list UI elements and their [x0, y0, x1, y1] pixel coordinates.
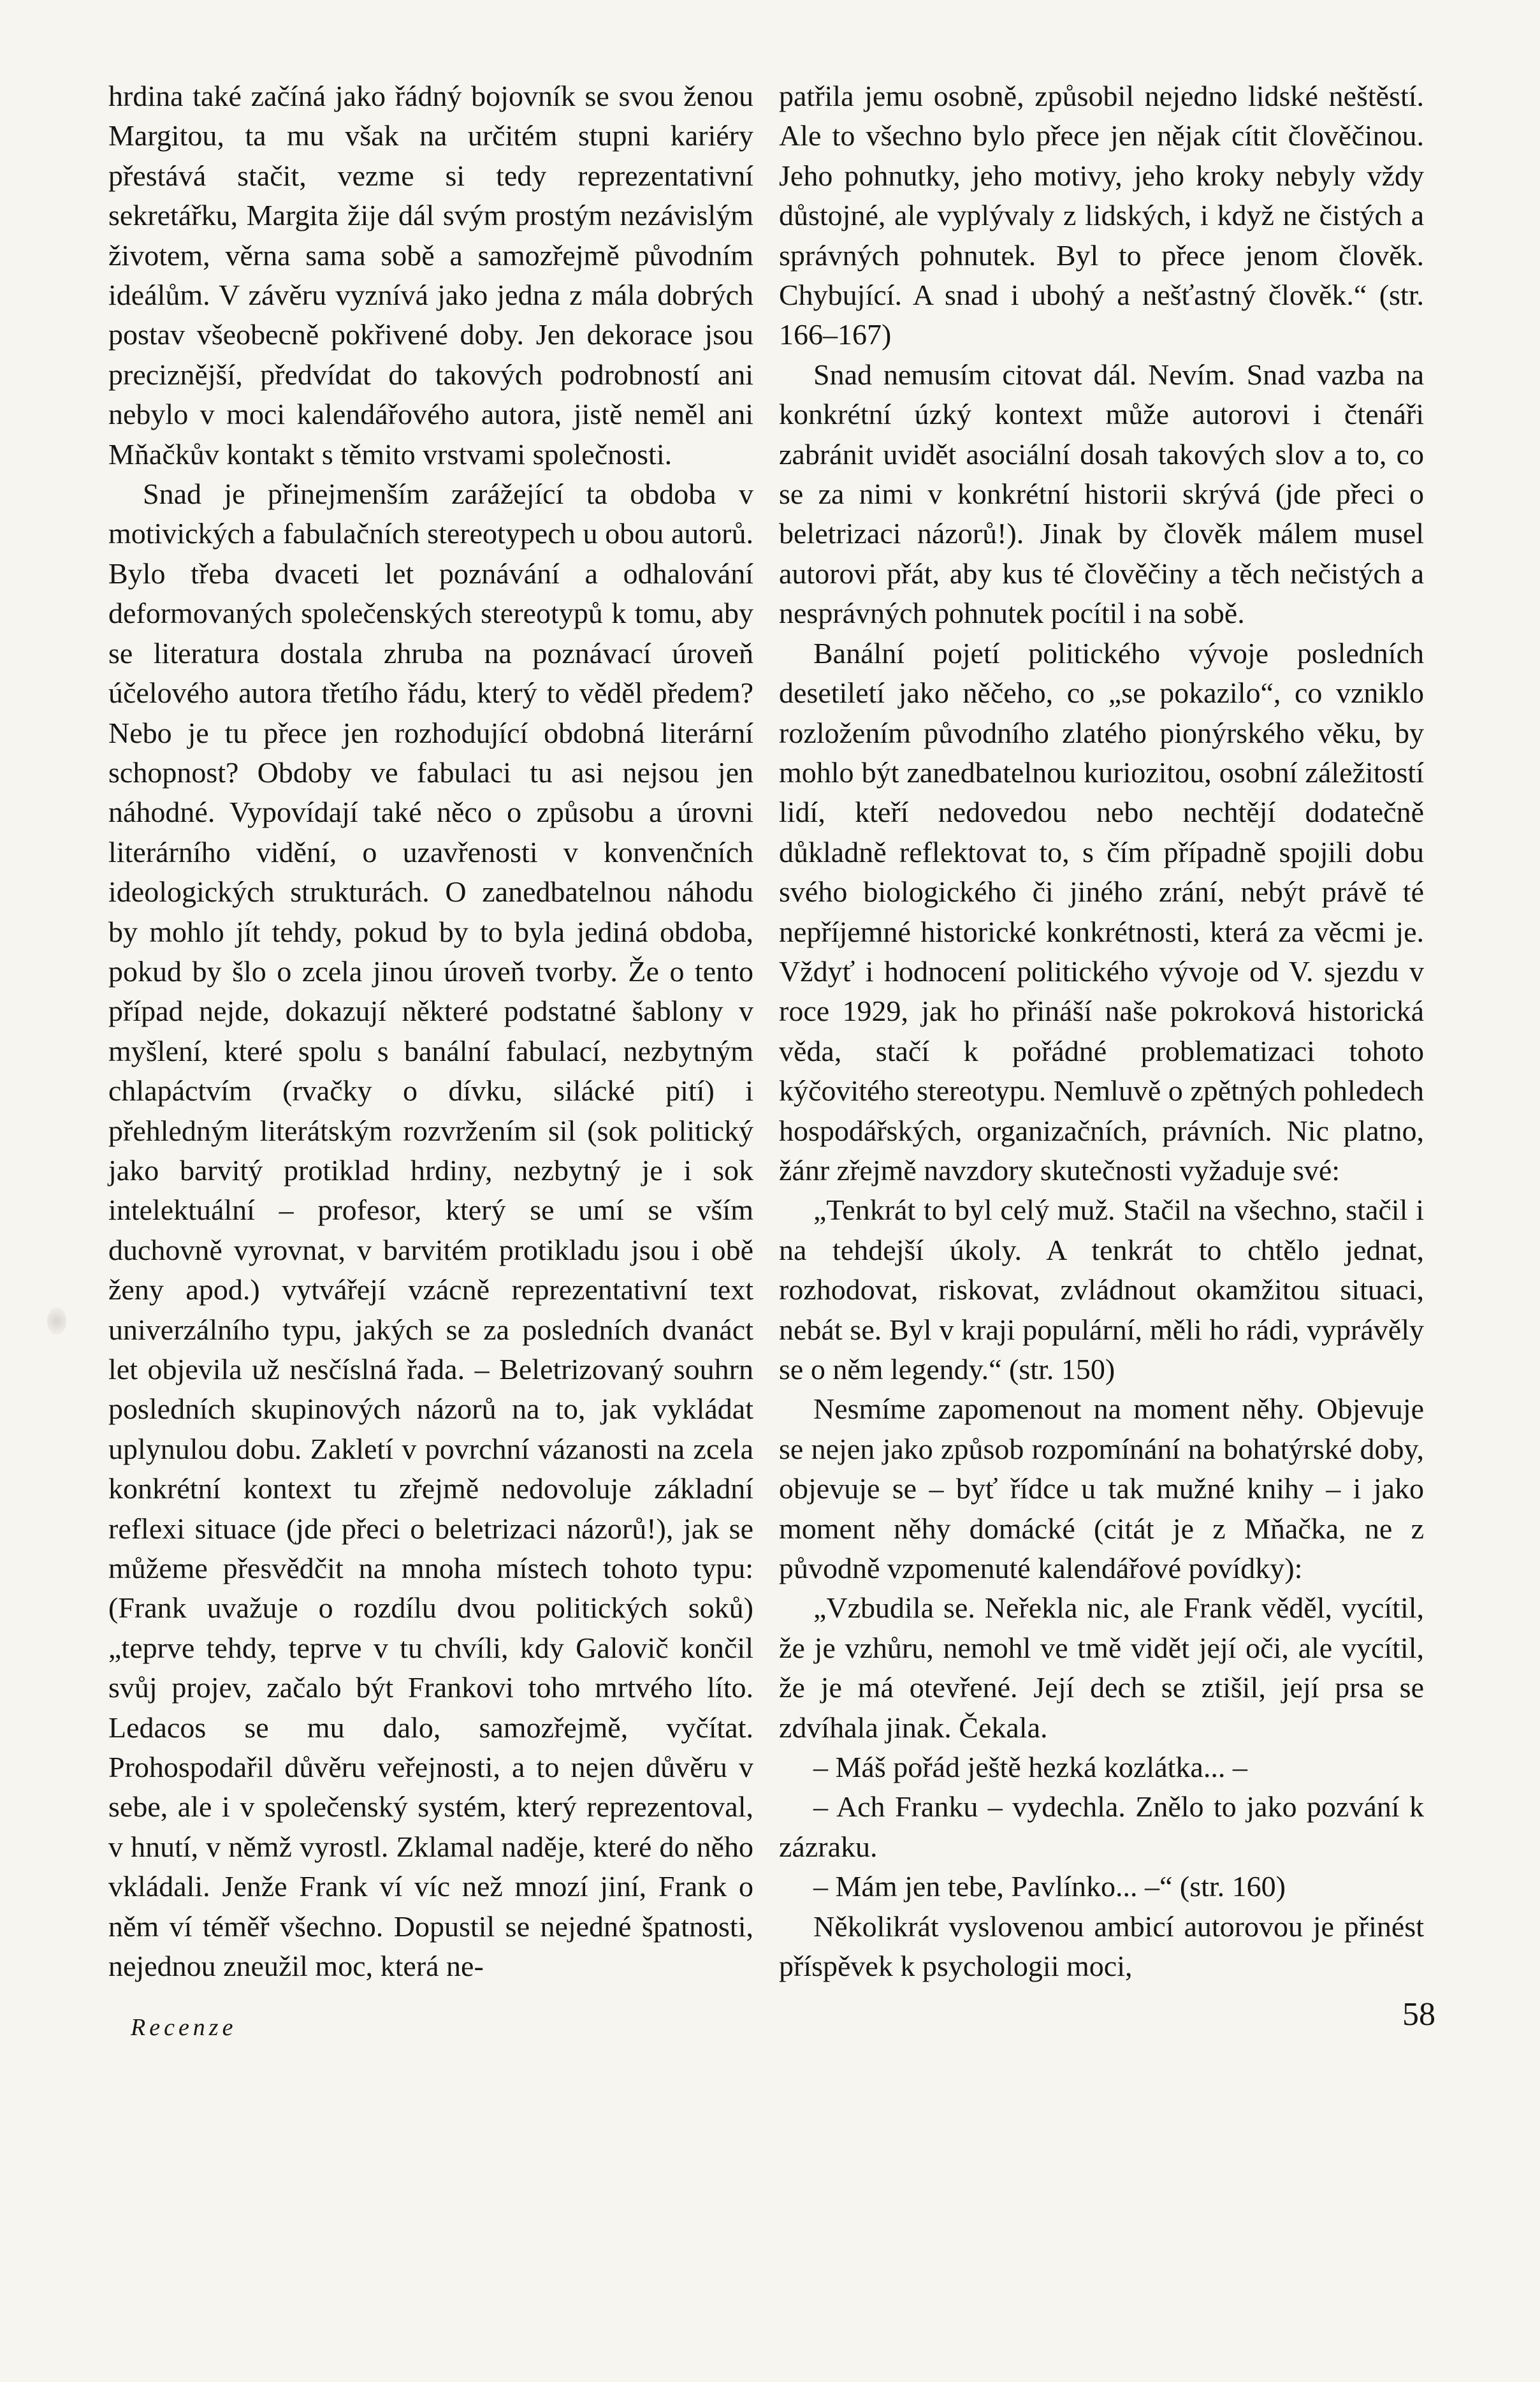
quote-paragraph: „Vzbudila se. Neřekla nic, ale Frank věděl, vycítil, že je vzhůru, nemohl ve tmě vidět její oči, ale vycítil, že je má otevřené. Její dech se ztišil, její prsa se zdvíhala jinak. Čekala.: [779, 1591, 1424, 1744]
paragraph: Několikrát vyslovenou ambicí autorovou je přinést příspěvek k psychologii moci,: [779, 1910, 1424, 1983]
section-label: Recenze: [131, 2014, 237, 2041]
paragraph: Nesmíme zapomenout na moment něhy. Objevuje se nejen jako způsob rozpomínání na bohatýrské doby, objevuje se – byť řídce u tak mužné knihy – i jako moment něhy domácké (citát je z Mňačka, ne z původně vzpomenuté kalendářové povídky):: [779, 1392, 1424, 1585]
paragraph: patřila jemu osobně, způsobil nejedno lidské neštěstí. Ale to všechno bylo přece jen nějak cítit člověčinou. Jeho pohnutky, jeho motivy, jeho kroky nebyly vždy důstojné, ale vyplývaly z lidských, i když ne čistých a správných pohnutek. Byl to přece jenom člověk. Chybující. A snad i ubohý a nešťastný člověk.“ (str. 166–167): [779, 80, 1424, 351]
page-number: 58: [1402, 1996, 1435, 2033]
dialogue-line: – Ach Franku – vydechla. Znělo to jako pozvání k zázraku.: [779, 1790, 1424, 1863]
dialogue-line: – Mám jen tebe, Pavlínko... –“ (str. 160): [813, 1870, 1286, 1903]
paragraph: Snad je přinejmenším zarážející ta obdoba v motivických a fabulačních stereotypech u obou autorů. Bylo třeba dvaceti let poznávání a odhalování deformovaných společenských stereotypů k tomu, aby se literatura dostala zhruba na poznávací úroveň účelového autora třetího řádu, který to věděl předem? Nebo je tu přece jen rozhodující obdobná literární schopnost? Obdoby ve fabulaci tu asi nejsou jen náhodné. Vypovídají také něco o způsobu a úrovni literárního vidění, o uzavřenosti v konvenčních ideologických strukturách. O zanedbatelnou náhodu by mohlo jít tehdy, pokud by to byla jediná obdoba, pokud by šlo o zcela jinou úroveň tvorby. Že o tento případ nejde, dokazují některé podstatné šablony v myšlení, které spolu s banální fabulací, nezbytným chlapáctvím (rvačky o dívku, silácké pití) i přehledným literátským rozvržením sil (sok politický jako barvitý protiklad hrdiny, nezbytný je i sok intelektuální – profesor, který se umí se vším duchovně vyrovnat, v barvitém protikladu jsou i obě ženy apod.) vytvářejí vzácně reprezentativní text univerzálního typu, jakých se za posledních dvanáct let objevila už nesčíslná řada. – Beletrizovaný souhrn posledních skupinových názorů na to, jak vykládat uplynulou dobu. Zakletí v povrchní vázanosti na zcela konkrétní kontext tu zřejmě nedovoluje základní reflexi situace (jde přeci o beletrizaci názorů!), jak se můžeme přesvědčit na mnoha místech tohoto typu: (Frank uvažuje o rozdílu dvou politických soků) „teprve tehdy, teprve v tu chvíli, kdy Galovič končil svůj projev, začalo být Frankovi toho mrtvého líto. Ledacos se mu dalo, samozřejmě, vyčítat. Prohospodařil důvěru veřejnosti, a to nejen důvěru v sebe, ale i v společenský systém, který reprezentoval, v hnutí, v němž vyrostl. Zklamal naděje, které do něho vkládali. Jenže Frank ví víc než mnozí jiní, Frank o něm ví téměř všechno. Dopustil se nejedné špatnosti, nejednou zneužil moc, která ne-: [108, 478, 753, 1983]
paragraph: Snad nemusím citovat dál. Nevím. Snad vazba na konkrétní úzký kontext může autorovi i čtenáři zabránit uvidět asociální dosah takových slov a to, co se za nimi v konkrétní historii skrývá (jde přeci o beletrizaci názorů!). Jinak by člověk málem musel autorovi přát, aby kus té člověčiny a těch nečistých a nesprávných pohnutek pocítil i na sobě.: [779, 358, 1424, 630]
paragraph: Banální pojetí politického vývoje posledních desetiletí jako něčeho, co „se pokazilo“, co vzniklo rozložením původního zlatého pionýrského věku, by mohlo být zanedbatelnou kuriozitou, osobní záležitostí lidí, kteří nedovedou nebo nechtějí dodatečně důkladně reflektovat to, s čím případně spojili dobu svého biologického či jiného zrání, nebýt právě té nepříjemné historické konkrétnosti, která za věcmi je. Vždyť i hodnocení politického vývoje od V. sjezdu v roce 1929, jak ho přináší naše pokroková historická věda, stačí k pořádné problematizaci tohoto kýčovitého stereotypu. Nemluvě o zpětných pohledech hospodářských, organizačních, právních. Nic platno, žánr zřejmě navzdory skutečnosti vyžaduje své:: [779, 636, 1424, 1187]
paper-stain: [47, 1307, 66, 1335]
right-text-column: [779, 77, 1424, 1987]
paragraph: hrdina také začíná jako řádný bojovník se svou ženou Margitou, ta mu však na určitém stupni kariéry přestává stačit, vezme si tedy reprezentativní sekretářku, Margita žije dál svým prostým nezávislým životem, věrna sama sobě a samozřejmě původním ideálům. V závěru vyznívá jako jedna z mála dobrých postav všeobecně pokřivené doby. Jen dekorace jsou preciznější, předvídat do takových podrobností ani nebylo v moci kalendářového autora, jistě neměl ani Mňačkův kontakt s těmito vrstvami společnosti.: [108, 80, 753, 471]
left-text-column: [108, 77, 753, 1987]
quote-paragraph: „Tenkrát to byl celý muž. Stačil na všechno, stačil i na tehdejší úkoly. A tenkrát to chtělo jednat, rozhodovat, riskovat, zvládnout okamžitou situaci, nebát se. Byl v kraji populární, měli ho rádi, vyprávěly se o něm legendy.“ (str. 150): [779, 1194, 1424, 1385]
dialogue-line: – Máš pořád ještě hezká kozlátka... –: [813, 1751, 1247, 1784]
